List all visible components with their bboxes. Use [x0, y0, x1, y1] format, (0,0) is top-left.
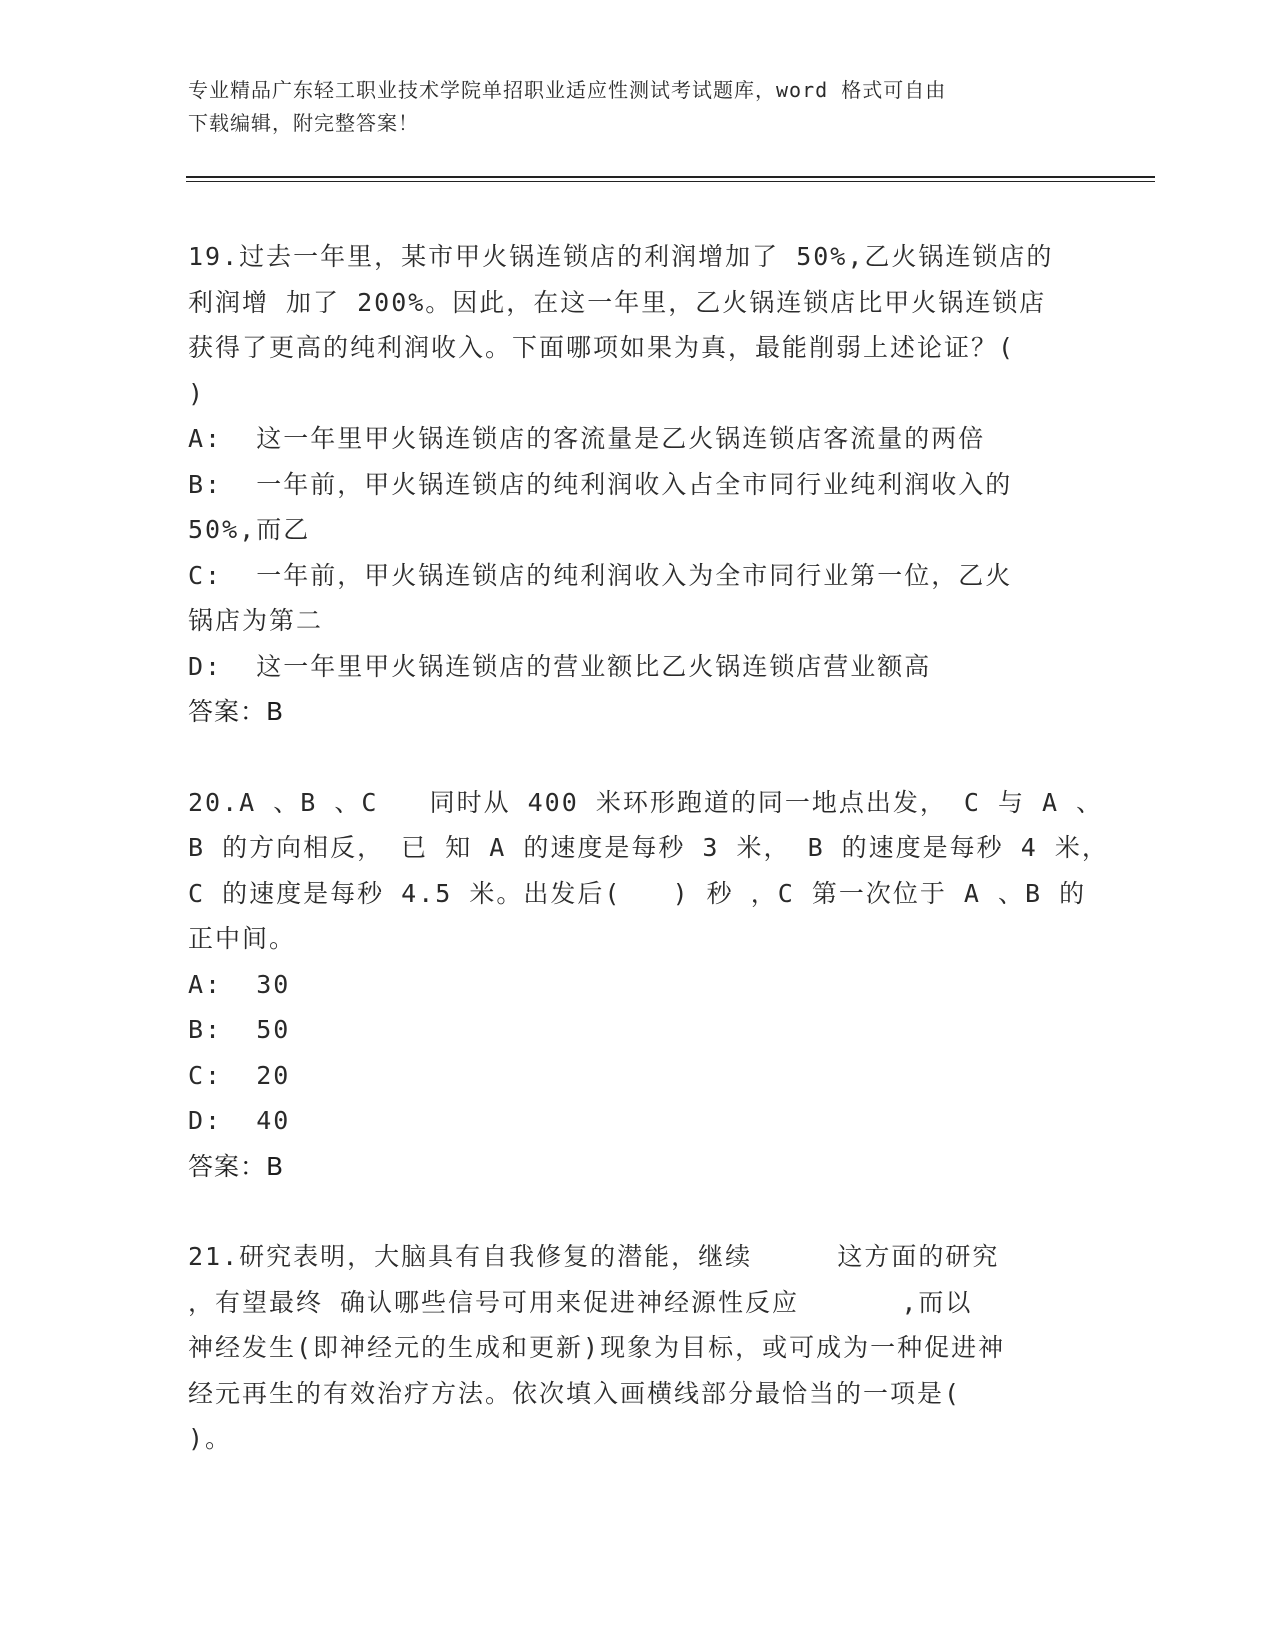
question-text-line: 21.研究表明，大脑具有自我修复的潜能，继续 这方面的研究 [188, 1242, 1000, 1271]
question-text-line: ，有望最终 确认哪些信号可用来促进神经源性反应 ,而以 [188, 1287, 973, 1317]
document-header [188, 74, 1068, 140]
option-c-continued: 锅店为第二 [188, 606, 324, 635]
option-c: C: 20 [188, 1060, 291, 1090]
option-c: C: 一年前，甲火锅连锁店的纯利润收入为全市同行业第一位，乙火 [188, 560, 1013, 590]
header-line-2: 下载编辑，附完整答案！ [188, 111, 419, 135]
option-d: D: 这一年里甲火锅连锁店的营业额比乙火锅连锁店营业额高 [188, 651, 932, 681]
answer-label: 答案：B [188, 697, 285, 726]
option-b: B: 50 [188, 1015, 291, 1044]
option-b: B: 一年前，甲火锅连锁店的纯利润收入占全市同行业纯利润收入的 [188, 469, 1013, 499]
document-body [188, 234, 1109, 1462]
question-text-line: 20.A 、B 、C 同时从 400 米环形跑道的同一地点出发， C 与 A 、 [188, 787, 1104, 817]
question-text-line: 利润增 加了 200%。因此，在这一年里，乙火锅连锁店比甲火锅连锁店 [188, 287, 1047, 317]
spacer [188, 735, 1088, 780]
question-21 [188, 1234, 1088, 1462]
question-text-line: 19.过去一年里，某市甲火锅连锁店的利润增加了 50%,乙火锅连锁店的 [188, 242, 1054, 271]
question-text-line: C 的速度是每秒 4.5 米。出发后( ) 秒 ，C 第一次位于 A 、B 的 [188, 878, 1087, 908]
answer-label: 答案：B [188, 1151, 285, 1181]
question-text-line: 正中间。 [188, 924, 297, 953]
question-text-line: 获得了更高的纯利润收入。下面哪项如果为真，最能削弱上述论证？( [188, 333, 1016, 362]
header-divider-thin [186, 181, 1155, 182]
header-divider-thick [186, 176, 1155, 178]
question-text-line: 神经发生(即神经元的生成和更新)现象为目标，或可成为一种促进神 [188, 1333, 1006, 1362]
option-a: A: 这一年里甲火锅连锁店的客流量是乙火锅连锁店客流量的两倍 [188, 424, 986, 453]
option-a: A: 30 [188, 969, 291, 999]
spacer [188, 1189, 1088, 1234]
option-d: D: 40 [188, 1106, 291, 1135]
question-text-line: B 的方向相反， 已 知 A 的速度是每秒 3 米， B 的速度是每秒 4 米， [188, 833, 1109, 862]
question-text-line: )。 [188, 1424, 233, 1453]
question-19 [188, 234, 1088, 735]
option-b-continued: 50%,而乙 [188, 515, 311, 544]
question-20 [188, 780, 1109, 1190]
question-text-line: ) [188, 378, 206, 408]
question-text-line: 经元再生的有效治疗方法。依次填入画横线部分最恰当的一项是( [188, 1378, 962, 1408]
header-line-1: 专业精品广东轻工职业技术学院单招职业适应性测试考试题库，word 格式可自由 [188, 78, 947, 102]
